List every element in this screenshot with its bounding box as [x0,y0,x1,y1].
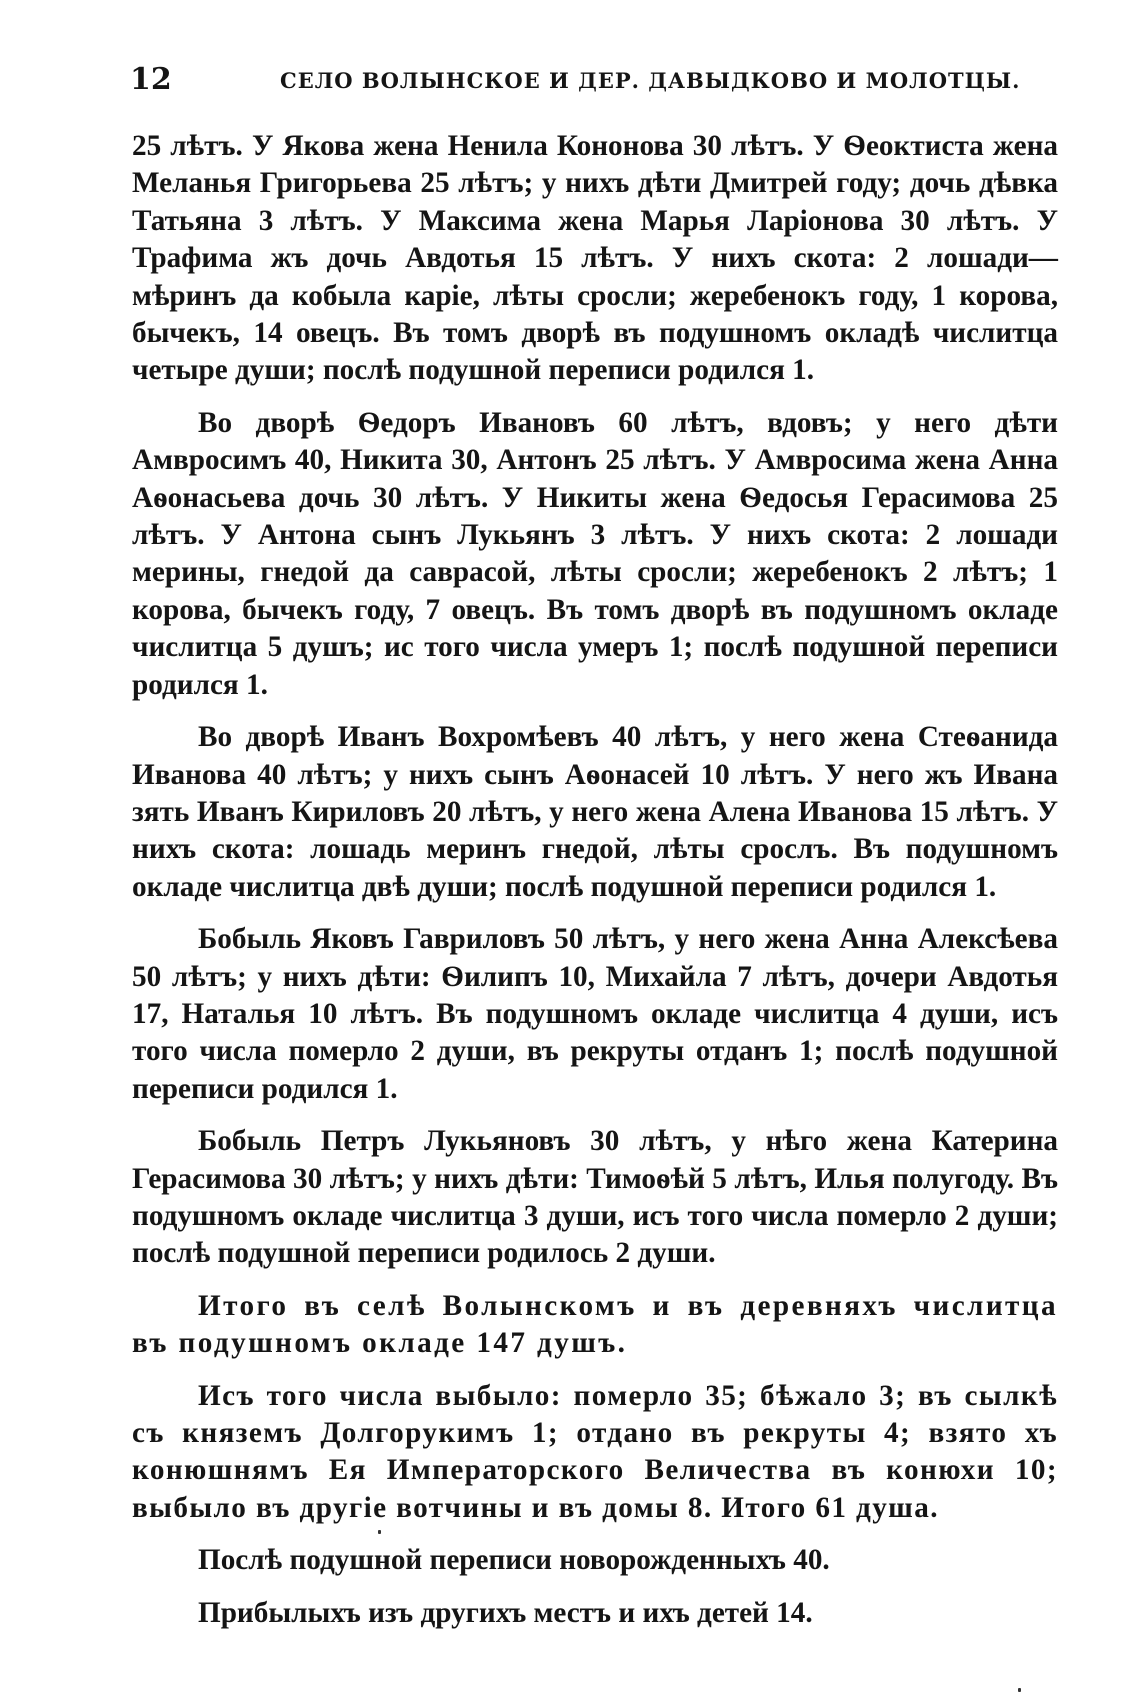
paragraph-departed: Исъ того числа выбыло: померло 35; бѣжало 3; въ сылкѣ съ княземъ Долгорукимъ 1; отдано въ рекруты 4; взято хъ конюшнямъ Ея Императорского Величества въ конюхи 10; выбыло въ другіе вотчины и въ домы 8. Итого 61 душа. [132,1379,1058,1524]
print-speck [378,1530,381,1534]
paragraph-newborn: Послѣ подушной переписи новорожденныхъ 40. [198,1544,830,1577]
print-speck [1018,1688,1021,1692]
paragraph-ivan-vokhromeev: Во дворѣ Иванъ Вохромѣевъ 40 лѣтъ, у него жена Стеѳанида Иванова 40 лѣтъ; у нихъ сынъ Аѳонасей 10 лѣтъ. У него жъ Ивана зять Иванъ Кириловъ 20 лѣтъ, у него жена Алена Иванова 15 лѣтъ. У нихъ скота: лошадь меринъ гнедой, лѣты срослъ. Въ подушномъ окладе числитца двѣ души; послѣ подушной переписи родился 1. [132,721,1058,903]
page-header [130,62,1060,112]
page-body [132,128,1058,1632]
paragraph-continuation: 25 лѣтъ. У Якова жена Ненила Кононова 30 лѣтъ. У Ѳеоктиста жена Меланья Григорьева 25 лѣтъ; у нихъ дѣти Дмитрей году; дочь дѣвка Татьяна 3 лѣтъ. У Максима жена Марья Ларіонова 30 лѣтъ. У Трафима жъ дочь Авдотья 15 лѣтъ. У нихъ скота: 2 лошади— мѣринъ да кобыла каріе, лѣты сросли; жеребенокъ году, 1 корова, бычекъ, 14 овецъ. Въ томъ дворѣ въ подушномъ окладѣ числитца четыре души; послѣ подушной переписи родился 1. [132,130,1058,387]
paragraph-yakov-gavrilov: Бобыль Яковъ Гавриловъ 50 лѣтъ, у него жена Анна Алексѣева 50 лѣтъ; у нихъ дѣти: Ѳилипъ 10, Михайла 7 лѣтъ, дочери Авдотья 17, Наталья 10 лѣтъ. Въ подушномъ окладе числитца 4 души, исъ того числа померло 2 души, въ рекруты отданъ 1; послѣ подушной переписи родился 1. [132,923,1058,1105]
running-head: СЕЛО ВОЛЫНСКОЕ И ДЕР. ДАВЫДКОВО И МОЛОТЦЫ. [280,68,1021,93]
paragraph-arrivals: Прибылыхъ изъ другихъ местъ и ихъ детей 14. [198,1596,813,1629]
paragraph-petr-lukyanov: Бобыль Петръ Лукьяновъ 30 лѣтъ, у нѣго жена Катерина Герасимова 30 лѣтъ; у нихъ дѣти: Тимоѳѣй 5 лѣтъ, Илья полугоду. Въ подушномъ окладе числитца 3 души, исъ того числа померло 2 души; послѣ подушной переписи родилось 2 души. [132,1125,1058,1270]
paragraph-fedor-ivanov: Во дворѣ Ѳедоръ Ивановъ 60 лѣтъ, вдовъ; у него дѣти Амвросимъ 40, Никита 30, Антонъ 25 лѣтъ. У Амвросима жена Анна Аѳонасьева дочь 30 лѣтъ. У Никиты жена Ѳедосья Герасимова 25 лѣтъ. У Антона сынъ Лукьянъ 3 лѣтъ. У нихъ скота: 2 лошади мерины, гнедой да саврасой, лѣты сросли; жеребенокъ 2 лѣтъ; 1 корова, бычекъ году, 7 овецъ. Въ томъ дворѣ въ подушномъ окладе числитца 5 душъ; ис того числа умеръ 1; послѣ подушной переписи родился 1. [132,406,1058,701]
paragraph-total: Итого въ селѣ Волынскомъ и въ деревняхъ числитца въ подушномъ окладе 147 душъ. [132,1289,1058,1360]
page-number: 12 [130,62,172,97]
